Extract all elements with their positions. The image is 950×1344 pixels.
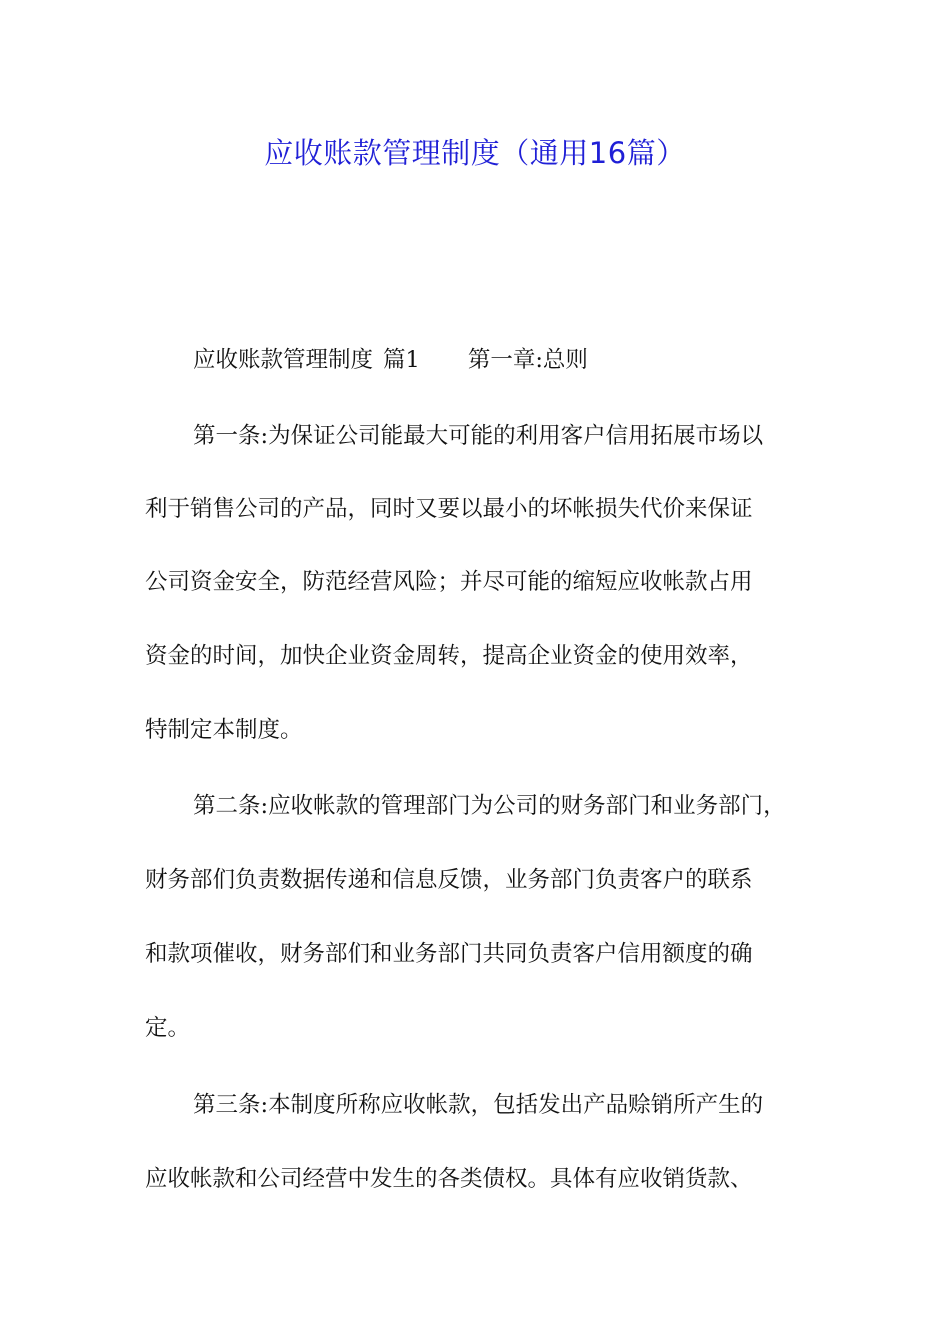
paragraph-line: 公司资金安全，防范经营风险；并尽可能的缩短应收帐款占用: [145, 569, 753, 595]
paragraph-line: 应收帐款和公司经营中发生的各类债权。具体有应收销货款、: [145, 1166, 753, 1192]
paragraph-line: 第二条:应收帐款的管理部门为公司的财务部门和业务部门，: [193, 793, 786, 819]
paragraph-line: 资金的时间，加快企业资金周转，提高企业资金的使用效率，: [145, 643, 753, 669]
heading-chapter: 第一章:总则: [467, 347, 588, 373]
paragraph-line: 特制定本制度。: [145, 717, 303, 743]
heading-doc-name: 应收账款管理制度: [193, 347, 374, 373]
document-title: 应收账款管理制度（通用16篇）: [264, 136, 686, 170]
paragraph-line: 利于销售公司的产品，同时又要以最小的坏帐损失代价来保证: [145, 496, 753, 522]
heading-part: 篇1: [383, 347, 420, 373]
paragraph-line: 财务部们负责数据传递和信息反馈，业务部门负责客户的联系: [145, 867, 753, 893]
paragraph-line: 第一条:为保证公司能最大可能的利用客户信用拓展市场以: [193, 423, 764, 449]
paragraph-line: 第三条:本制度所称应收帐款，包括发出产品赊销所产生的: [193, 1092, 764, 1118]
paragraph-line: 和款项催收，财务部们和业务部门共同负责客户信用额度的确: [145, 941, 753, 967]
paragraph-line: 定。: [145, 1015, 191, 1041]
section-heading: [193, 344, 588, 376]
